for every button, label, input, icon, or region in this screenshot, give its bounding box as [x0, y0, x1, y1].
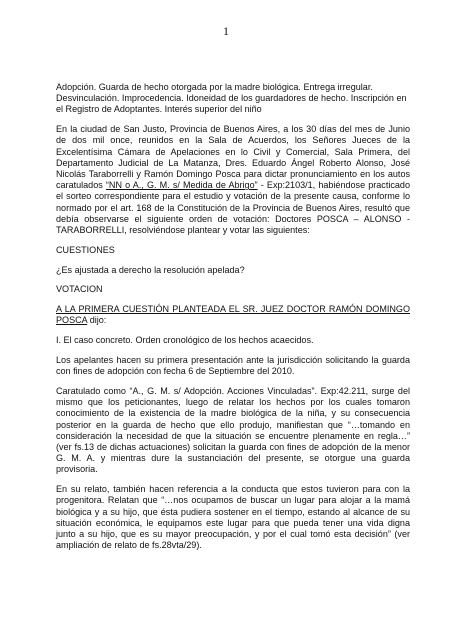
case-summary: Adopción. Guarda de hecho otorgada por la madre biológica. Entrega irregular. Desvinculación. Improcedencia. Idoneidad de los guardadores de hecho. Inscripción en el Registro de Adoptantes. Interés superior del niño [56, 82, 407, 115]
first-question-suffix: dijo: [87, 315, 107, 326]
paragraph: En su relato, también hacen referencia a la conducta que estos tuvieron para con la progenitora. Relatan que “…nos ocupamos de buscar un lugar para alojar a la mamá biológica y a su hijo, que ésta pudiera sostener en el tiempo, estando al alcance de su situación económica, le equipamos este lugar para que pueda tener una vida digna junto a su hijo, que es su mayor preocupación, y por el cual tomó esta decisión” (ver ampliación de relato de fs.28vta/29). [56, 484, 410, 551]
question-text: ¿Es ajustada a derecho la resolución apelada? [56, 264, 245, 275]
opening-text-2: - Exp:2103/1, habiéndose practicado el sorteo correspondiente para el estudio y votación de la presente causa, conforme lo normado por el art. 168 de la Constitución de la Provincia de Buenos Aires, resultó que debía observarse el siguiente orden de votación: Doctores POSCA – ALONSO - TARABORRELLI, resolviéndose plantear y votar las siguientes: [56, 180, 410, 236]
page-number: 1 [223, 24, 229, 38]
first-question-heading [56, 304, 410, 326]
paragraph: Los apelantes hacen su primera presentación ante la jurisdicción solicitando la guarda con fines de adopción con fecha 6 de Septiembre del 2010. [56, 355, 410, 377]
document-body [56, 82, 410, 560]
votacion-heading: VOTACION [56, 284, 103, 295]
opening-paragraph [56, 124, 410, 236]
opening-text-1: En la ciudad de San Justo, Provincia de Buenos Aires, a los 30 días del mes de Junio de dos mil once, reunidos en la Sala de Acuerdos, los Señores Jueces de la Excelentísima Cámara de Apelaciones en lo Civil y Comercial, Sala Primera, del Departamento Judicial de La Matanza, Dres. Eduardo Ángel Roberto Alonso, José Nicolás Taraborrelli y Ramón Domingo Posca para dictar pronunciamiento en los autos caratulados [56, 124, 410, 191]
section-title: I. El caso concreto. Orden cronológico de los hechos acaecidos. [56, 335, 314, 346]
case-title: “NN o A., G. M. s/ Medida de Abrigo” [105, 180, 258, 191]
first-question-text: A LA PRIMERA CUESTIÓN PLANTEADA EL SR. JUEZ DOCTOR RAMÓN DOMINGO POSCA [56, 304, 410, 326]
paragraph: Caratulado como “A., G. M. s/ Adopción. Acciones Vinculadas”. Exp:42.211, surge del mismo que los peticionantes, luego de relatar los hechos por los cuales tomaron conocimiento de la existencia de la madre biológica de la niña, y su consecuencia posterior en la guarda de hecho que ello produjo, manifiestan que “…tomando en consideración la necesidad de que la situación se encuentre plenamente en regla…” (ver fs.13 de dichas actuaciones) solicitan la guarda con fines de adopción de la menor G. M. A. y mientras dure la sustanciación del presente, se otorgue una guarda provisoria. [56, 386, 410, 475]
cuestiones-heading: CUESTIONES [56, 244, 115, 255]
